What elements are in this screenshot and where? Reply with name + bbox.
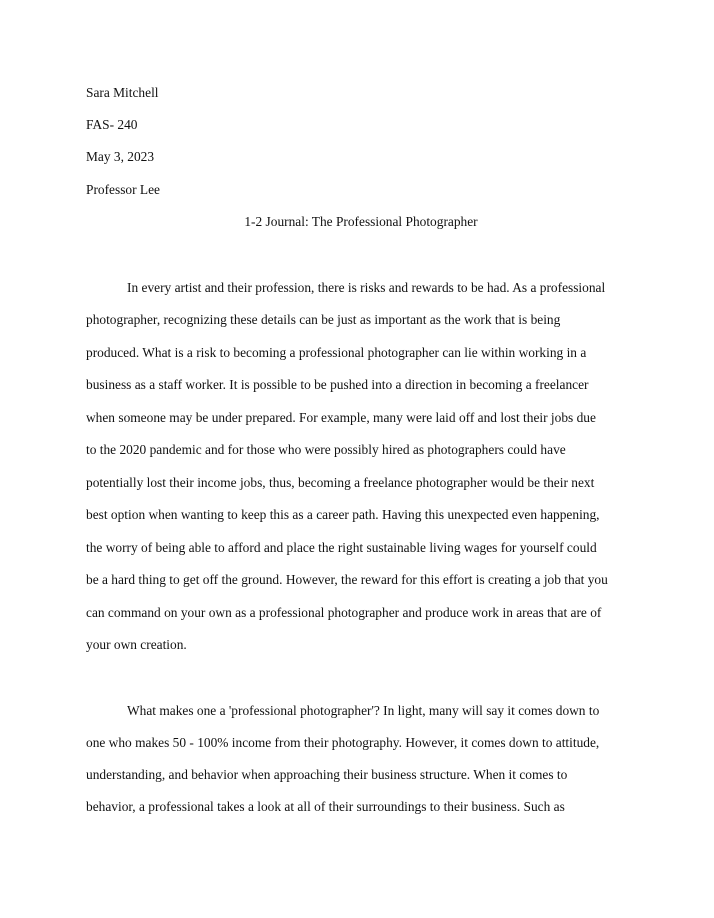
professor-name: Professor Lee	[86, 182, 160, 197]
paragraph-line: best option when wanting to keep this as a career path. Having this unexpected even happening,	[86, 507, 600, 522]
document-date: May 3, 2023	[86, 149, 155, 164]
paragraph-line: In every artist and their profession, there is risks and rewards to be had. As a professional	[127, 280, 606, 295]
paragraph-line: What makes one a 'professional photographer'? In light, many will say it comes down to	[127, 703, 600, 718]
paragraph-line: understanding, and behavior when approaching their business structure. When it comes to	[86, 767, 568, 782]
course-code: FAS- 240	[86, 117, 138, 132]
document-title: 1-2 Journal: The Professional Photographer	[244, 214, 478, 229]
paragraph-line: one who makes 50 - 100% income from their photography. However, it comes down to attitude,	[86, 735, 600, 750]
paragraph-line: photographer, recognizing these details can be just as important as the work that is being	[86, 312, 561, 327]
paragraph-line: to the 2020 pandemic and for those who were possibly hired as photographers could have	[86, 442, 566, 457]
paragraph-line: when someone may be under prepared. For example, many were laid off and lost their jobs due	[86, 410, 596, 425]
author-name: Sara Mitchell	[86, 85, 159, 100]
paragraph-line: business as a staff worker. It is possible to be pushed into a direction in becoming a freelancer	[86, 377, 589, 392]
paragraph-line: produced. What is a risk to becoming a professional photographer can lie within working in a	[86, 345, 587, 360]
paragraph-line: behavior, a professional takes a look at all of their surroundings to their business. Such as	[86, 799, 565, 814]
paragraph-line: be a hard thing to get off the ground. However, the reward for this effort is creating a job that you	[86, 572, 608, 587]
paragraph-line: your own creation.	[86, 637, 187, 652]
paragraph-line: can command on your own as a professional photographer and produce work in areas that are of	[86, 605, 602, 620]
paragraph-line: the worry of being able to afford and place the right sustainable living wages for yourself could	[86, 540, 597, 555]
paragraph-line: potentially lost their income jobs, thus, becoming a freelance photographer would be their next	[86, 475, 595, 490]
